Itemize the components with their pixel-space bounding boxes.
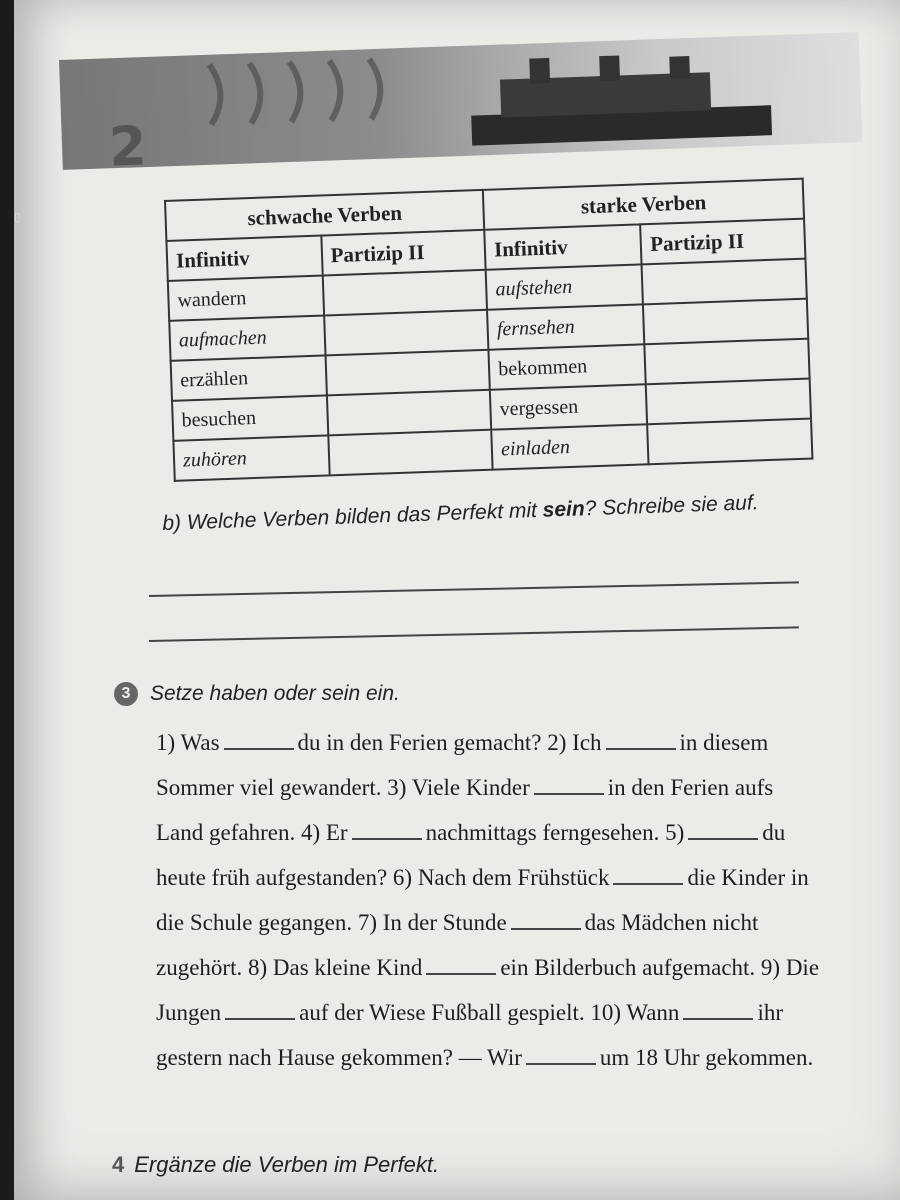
task-number-badge: 4 bbox=[112, 1152, 125, 1177]
weak-infinitive: aufmachen bbox=[169, 315, 325, 360]
weak-infinitive: besuchen bbox=[172, 395, 328, 440]
strong-participle-cell[interactable] bbox=[648, 419, 813, 465]
column-header: Partizip II bbox=[641, 219, 806, 265]
exercise-text: in den Ferien aufs Land gefahren. 4) Er bbox=[156, 775, 774, 845]
task3-heading bbox=[114, 682, 400, 706]
task-b-prompt bbox=[162, 491, 759, 536]
exercise-text: ein Bilderbuch aufgemacht. 9) Die Jungen bbox=[156, 955, 820, 1025]
blank-gap[interactable] bbox=[613, 865, 683, 885]
task-b-prefix: b) Welche Verben bilden das Perfekt mit bbox=[162, 498, 544, 535]
weak-participle-cell[interactable] bbox=[322, 270, 487, 316]
verb-table bbox=[164, 178, 813, 482]
task-b-bold-word: sein bbox=[542, 497, 586, 522]
strong-participle-cell[interactable] bbox=[643, 299, 808, 345]
header-illustration bbox=[59, 32, 862, 170]
answer-line[interactable] bbox=[149, 581, 799, 597]
strong-infinitive: einladen bbox=[491, 424, 649, 469]
weak-infinitive: erzählen bbox=[171, 355, 327, 400]
task-b-suffix: ? Schreibe sie auf. bbox=[584, 491, 759, 521]
strong-participle-cell[interactable] bbox=[646, 379, 811, 425]
answer-line[interactable] bbox=[149, 626, 799, 642]
blank-gap[interactable] bbox=[511, 910, 581, 930]
blank-gap[interactable] bbox=[534, 775, 604, 795]
page-edge-mark: ▯ bbox=[14, 210, 21, 224]
exercise-text: 1) Was bbox=[156, 730, 220, 755]
blank-gap[interactable] bbox=[224, 730, 294, 750]
exercise-text: die Kinder in die Schule gegangen. 7) In der Stunde bbox=[156, 865, 809, 935]
strong-participle-cell[interactable] bbox=[642, 259, 807, 305]
blank-gap[interactable] bbox=[683, 1000, 753, 1020]
column-header: Infinitiv bbox=[166, 236, 322, 281]
strong-participle-cell[interactable] bbox=[645, 339, 810, 385]
blank-gap[interactable] bbox=[606, 730, 676, 750]
weak-participle-cell[interactable] bbox=[328, 430, 493, 476]
exercise-text: du in den Ferien gemacht? 2) Ich bbox=[297, 730, 602, 755]
weak-participle-cell[interactable] bbox=[324, 310, 489, 356]
ship-illustration bbox=[59, 32, 862, 170]
exercise-text: um 18 Uhr gekommen. bbox=[599, 1045, 814, 1070]
exercise-text: nachmittags ferngesehen. 5) bbox=[425, 820, 685, 845]
exercise-text: ihr gestern nach Hause gekommen? — Wir bbox=[156, 1000, 783, 1070]
column-header: Infinitiv bbox=[484, 224, 642, 269]
exercise-text: auf der Wiese Fußball gespielt. 10) Wann bbox=[299, 1000, 680, 1025]
worksheet-page bbox=[14, 0, 900, 1200]
task3-exercise-text bbox=[156, 720, 826, 1080]
strong-infinitive: aufstehen bbox=[486, 264, 644, 309]
weak-infinitive: zuhören bbox=[173, 435, 329, 480]
weak-participle-cell[interactable] bbox=[327, 390, 492, 436]
column-header: Partizip II bbox=[321, 230, 486, 276]
strong-verbs-header: starke Verben bbox=[483, 179, 804, 230]
section-number: 2 bbox=[107, 114, 148, 179]
exercise-text: das Mädchen nicht zugehört. 8) Das kleine Kind bbox=[156, 910, 759, 980]
weak-participle-cell[interactable] bbox=[325, 350, 490, 396]
exercise-text: du heute früh aufgestanden? 6) Nach dem Frühstück bbox=[156, 820, 786, 890]
blank-gap[interactable] bbox=[688, 820, 758, 840]
strong-infinitive: bekommen bbox=[489, 344, 647, 389]
task4-heading bbox=[112, 1152, 439, 1178]
strong-infinitive: fernsehen bbox=[487, 304, 645, 349]
strong-infinitive: vergessen bbox=[490, 384, 648, 429]
task3-instruction: Setze haben oder sein ein. bbox=[150, 682, 400, 705]
blank-gap[interactable] bbox=[352, 820, 422, 840]
weak-verbs-header: schwache Verben bbox=[165, 190, 484, 241]
weak-infinitive: wandern bbox=[168, 276, 324, 321]
task-number-badge: 3 bbox=[114, 682, 138, 706]
task4-instruction: Ergänze die Verben im Perfekt. bbox=[134, 1152, 440, 1177]
exercise-text: in diesem Sommer viel gewandert. 3) Viele Kinder bbox=[156, 730, 769, 800]
blank-gap[interactable] bbox=[426, 955, 496, 975]
blank-gap[interactable] bbox=[526, 1045, 596, 1065]
verb-table-wrapper bbox=[164, 178, 813, 482]
blank-gap[interactable] bbox=[225, 1000, 295, 1020]
